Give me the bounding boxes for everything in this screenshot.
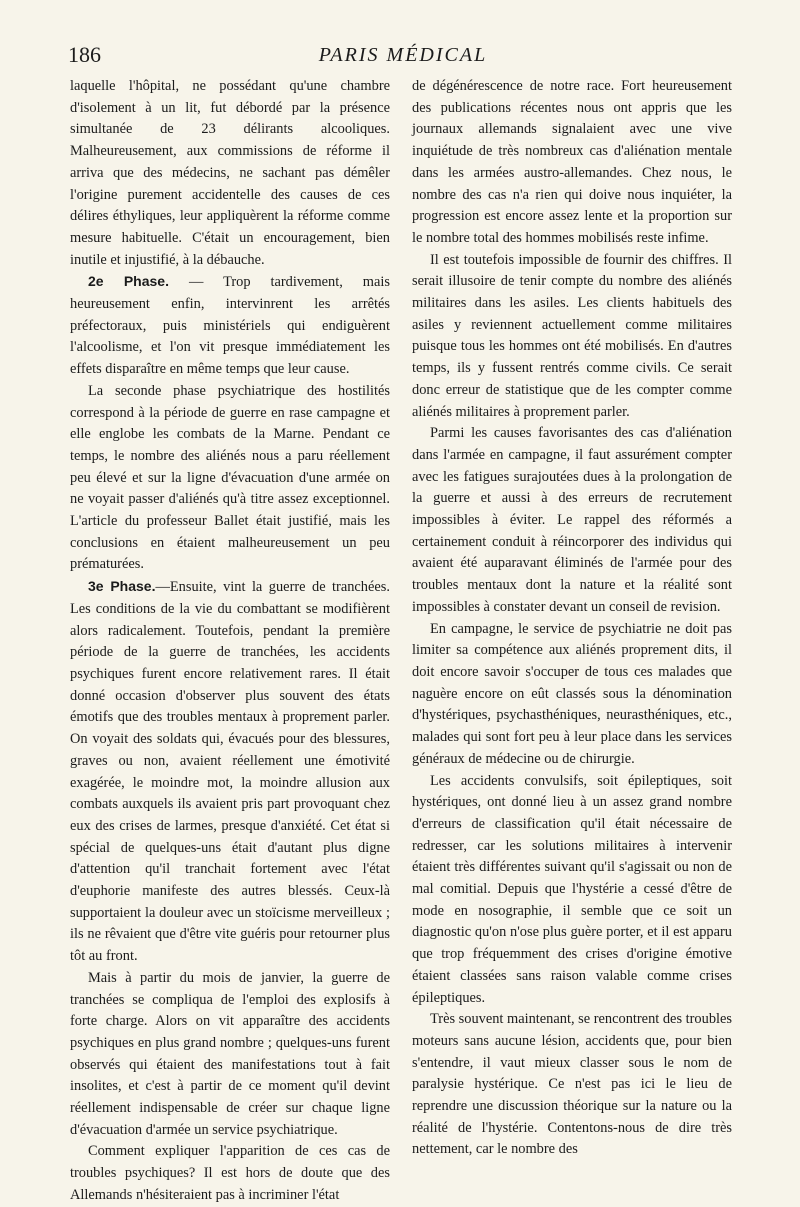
- paragraph: laquelle l'hôpital, ne possédant qu'une chambre d'isolement à un lit, fut débordé par la présence simultanée de 23 délirants alcooliques. Malheureusement, aux commissions de réforme il arriva que des médecins, ne sachant pas démêler l'origine purement accidentelle des causes de ces délires éthyliques, leur appliquèrent la réforme comme mesure habituelle. C'était un encouragement, bien inutile et injustifié, à la débauche.: [70, 78, 390, 268]
- running-header: [68, 42, 738, 72]
- page-number: 186: [68, 42, 101, 67]
- journal-title: PARIS MÉDICAL: [318, 44, 488, 66]
- paragraph: En campagne, le service de psychiatrie ne doit pas limiter sa compétence aux aliénés proprement dits, il doit encore savoir s'occuper de tous ces malades que naguère encore on eût classés sous la dénomination d'hystériques, psychasthéniques, neurasthéniques, etc., malades qui sont fort peu à leur place dans les services généraux de médecine ou de chirurgie.: [412, 620, 732, 767]
- paragraph: de dégénérescence de notre race. Fort heureusement des publications récentes nous ont appris que les journaux allemands signalaient avec une vive inquiétude de très nombreux cas d'aliénation mentale dans les armées austro-allemandes. Chez nous, le nombre des cas n'a rien qui doive nous inquiéter, la progression est encore assez lente et la proportion sur le nombre total des hommes mobilisés reste infime.: [412, 78, 732, 246]
- paragraph: Mais à partir du mois de janvier, la guerre de tranchées se compliqua de l'emploi des explosifs à forte charge. Alors on vit apparaître des accidents psychiques en plus grand nombre ; quelques-uns furent observés qui étaient des manifestations tout à fait insolites, et c'est à partir de ce moment qu'il devint réellement indispensable de créer sur chaque ligne d'évacuation d'armée un service psychiatrique.: [70, 969, 390, 1138]
- paragraph: Les accidents convulsifs, soit épileptiques, soit hystériques, ont donné lieu à un assez grand nombre d'erreurs de classification qu'il était nécessaire de redresser, car les solutions militaires à intervenir étaient très différentes suivant qu'il s'agissait ou non de mal comitial. Depuis que l'hystérie a cessé d'être de mode en nosographie, il semble que ce soit un diagnostic qu'on n'ose plus guère porter, et il est apparu que trop fréquemment des crises d'origine émotive étaient classées sans raison valable comme crises épileptiques.: [412, 772, 732, 1006]
- paragraph-phase-3: [70, 576, 390, 968]
- paragraph-phase-2: [70, 271, 390, 381]
- phase-heading: 2e Phase.: [88, 273, 169, 290]
- paragraph: Très souvent maintenant, se rencontrent des troubles moteurs sans aucune lésion, accidents que, pour bien s'entendre, il vaut mieux classer sous le nom de paralysie hystérique. Ce n'est pas ici le lieu de reprendre une discussion théorique sur la nature ou la réalité de l'hystérie. Contentons-nous de dire très nettement, car le nombre des: [412, 1011, 733, 1158]
- left-column: [70, 76, 390, 1207]
- paragraph: Parmi les causes favorisantes des cas d'aliénation dans l'armée en campagne, il faut assurément compter avec les fatigues surajoutées dues à la prolongation de la guerre et aussi à des erreurs de recrutement impossibles à éviter. Le rappel des réformés a certainement conduit à réincorporer des individus qui avaient été auparavant éliminés de l'armée pour des troubles mentaux dont la nature et la réalité sont impossibles à constater devant un conseil de revision.: [412, 425, 732, 615]
- phase-heading: 3e Phase.: [88, 578, 156, 595]
- paragraph-text: —Ensuite, vint la guerre de tranchées. Les conditions de la vie du combattant se modifièrent alors radicalement. Toutefois, pendant la première période de la guerre de tranchées, les accidents psychiques furent encore relativement rares. Il était donné occasion d'observer plus souvent des états émotifs que des troubles mentaux à proprement parler. On voyait des soldats qui, évacués pour des blessures, graves ou non, avaient réellement une émotivité exagérée, le moindre mot, la moindre allusion aux combats auxquels ils avaient pris part provoquant chez eux des crises de larmes, presque d'anxiété. Cet état si spécial de quelques-uns était d'autant plus digne d'attention qu'il tranchait fortement avec l'état d'euphorie manifeste des autres blessés. Ceux-là supportaient la douleur avec un stoïcisme merveilleux ; ils ne rêvaient que d'être vite guéris pour retourner plus tôt au front.: [70, 579, 390, 965]
- paragraph: Il est toutefois impossible de fournir des chiffres. Il serait illusoire de tenir compte du nombre des aliénés militaires dans les asiles. Les clients habituels des asiles y reviennent actuellement comme militaires puisque tous les hommes ont été mobilisés. En d'autres temps, ils y fussent rentrés comme civils. Ce serait donc erreur de statistique que de les compter comme aliénés militaires à proprement parler.: [412, 251, 732, 420]
- right-column: [412, 76, 732, 1161]
- paragraph-text: — Trop tardivement, mais heureusement enfin, intervinrent les arrêtés préfectoraux, puis ministériels qui endiguèrent l'alcoolisme, et l'on vit presque immédiatement les effets disparaître en même temps que leur cause.: [70, 274, 390, 378]
- paragraph: Comment expliquer l'apparition de ces cas de troubles psychiques? Il est hors de doute que des Allemands n'hésiteraient pas à incriminer l'état: [70, 1143, 390, 1203]
- paragraph: La seconde phase psychiatrique des hostilités correspond à la période de guerre en rase campagne et elle englobe les combats de la Marne. Pendant ce temps, le nombre des aliénés nous a paru réellement peu élevé et sur la ligne d'évacuation d'une armée on ne voyait passer d'aliénés qu'à titre assez exceptionnel. L'article du professeur Ballet était justifié, mais les conclusions en étaient malheureusement un peu prématurées.: [70, 382, 390, 573]
